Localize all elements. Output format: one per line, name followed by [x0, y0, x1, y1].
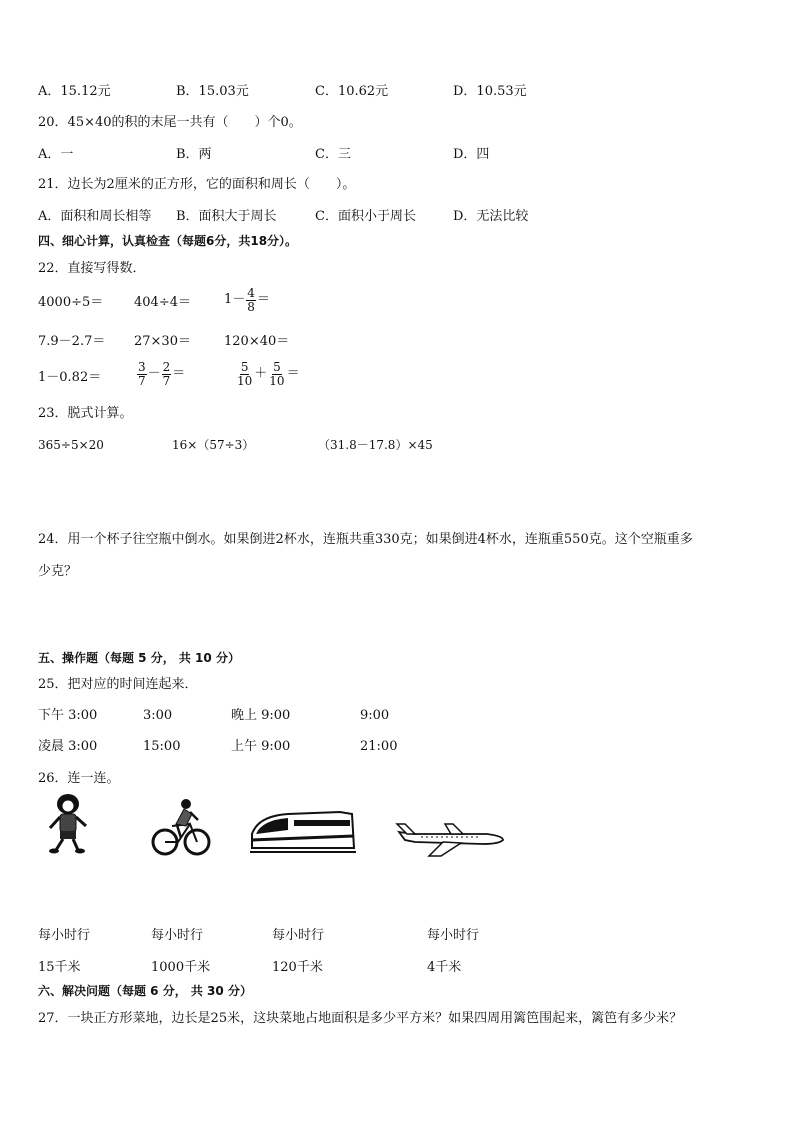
- airplane-icon: [395, 818, 507, 858]
- q25-time-8: 21:00: [360, 739, 398, 754]
- q21-option-c: C．面积小于周长: [315, 209, 416, 224]
- speed-value-4: 4千米: [427, 960, 462, 975]
- section-5-heading: 五、操作题（每题 5 分， 共 10 分）: [38, 651, 240, 665]
- fraction: $\frac{5}{10}$: [269, 360, 285, 388]
- section-6-heading: 六、解决问题（每题 6 分， 共 30 分）: [38, 984, 252, 998]
- q25-time-2: 3:00: [143, 708, 173, 723]
- q20-option-c: C．三: [315, 147, 351, 162]
- fraction: $\frac{4}{8}$: [247, 286, 255, 314]
- speed-label-1: 每小时行: [38, 928, 91, 943]
- q21-option-d: D．无法比较: [453, 209, 529, 224]
- q27-text: 27．一块正方形菜地，边长是25米，这块菜地占地面积是多少平方米？如果四周用篱笆围起来，篱笆有多少米？: [38, 1011, 683, 1026]
- q19-option-c: C．10.62元: [315, 84, 389, 99]
- q24-text-line-1: 24．用一个杯子往空瓶中倒水。如果倒进2杯水，连瓶共重330克；如果倒进4杯水，连瓶重550克。这个空瓶重多: [38, 532, 693, 547]
- q20-option-a: A．一: [38, 147, 74, 162]
- q23-item-1: 365÷5×20: [38, 438, 104, 452]
- q23-item-2: 16×（57÷3）: [172, 438, 255, 452]
- q25-time-5: 凌晨 3:00: [38, 739, 98, 754]
- q22-r2-c: 120×40＝: [224, 334, 290, 349]
- q21-option-b: B．面积大于周长: [176, 209, 277, 224]
- speed-value-3: 120千米: [272, 960, 323, 975]
- fraction: $\frac{5}{10}$: [237, 360, 253, 388]
- q19-option-a: A．15.12元: [38, 84, 111, 99]
- q22-r3-c: $\frac{5}{10}$ ＋ $\frac{5}{10}$ ＝: [237, 360, 300, 388]
- q25-time-6: 15:00: [143, 739, 181, 754]
- q22-r1-c: 1－ $\frac{4}{8}$ ＝: [224, 286, 270, 314]
- q23-item-3: （31.8－17.8）×45: [318, 438, 433, 452]
- q22-r2-a: 7.9－2.7＝: [38, 334, 106, 349]
- q25-stem: 25．把对应的时间连起来．: [38, 677, 198, 692]
- q20-option-b: B．两: [176, 147, 212, 162]
- q22-stem: 22．直接写得数．: [38, 261, 146, 276]
- q19-option-b: B．15.03元: [176, 84, 249, 99]
- fraction: $\frac{3}{7}$: [138, 360, 146, 388]
- q22-r3-b: $\frac{3}{7}$ － $\frac{2}{7}$ ＝: [138, 360, 186, 388]
- q20-option-d: D．四: [453, 147, 490, 162]
- speed-label-4: 每小时行: [427, 928, 480, 943]
- q23-stem: 23．脱式计算。: [38, 406, 133, 421]
- q21-option-a: A．面积和周长相等: [38, 209, 152, 224]
- q22-r2-b: 27×30＝: [134, 334, 191, 349]
- q25-time-1: 下午 3:00: [38, 708, 98, 723]
- fraction: $\frac{2}{7}$: [162, 360, 171, 388]
- q21-stem: 21．边长为2厘米的正方形，它的面积和周长（ ）。: [38, 177, 356, 192]
- speed-value-2: 1000千米: [151, 960, 211, 975]
- q26-stem: 26．连一连。: [38, 771, 120, 786]
- q25-time-4: 9:00: [360, 708, 390, 723]
- speed-label-2: 每小时行: [151, 928, 204, 943]
- q22-r1-b: 404÷4＝: [134, 295, 191, 310]
- q24-text-line-2: 少克？: [38, 564, 78, 579]
- q20-stem: 20．45×40的积的末尾一共有（ ）个0。: [38, 115, 302, 130]
- speed-label-3: 每小时行: [272, 928, 325, 943]
- q25-time-3: 晚上 9:00: [231, 708, 291, 723]
- speed-value-1: 15千米: [38, 960, 81, 975]
- q19-option-d: D．10.53元: [453, 84, 527, 99]
- walking-child-icon: [44, 792, 92, 854]
- q25-time-7: 上午 9:00: [231, 739, 291, 754]
- section-4-heading: 四、细心计算，认真检查（每题6分，共18分）。: [38, 234, 298, 248]
- q22-r3-a: 1－0.82＝: [38, 370, 102, 385]
- high-speed-train-icon: [248, 808, 358, 856]
- cyclist-icon: [150, 796, 212, 858]
- q22-r1-a: 4000÷5＝: [38, 295, 104, 310]
